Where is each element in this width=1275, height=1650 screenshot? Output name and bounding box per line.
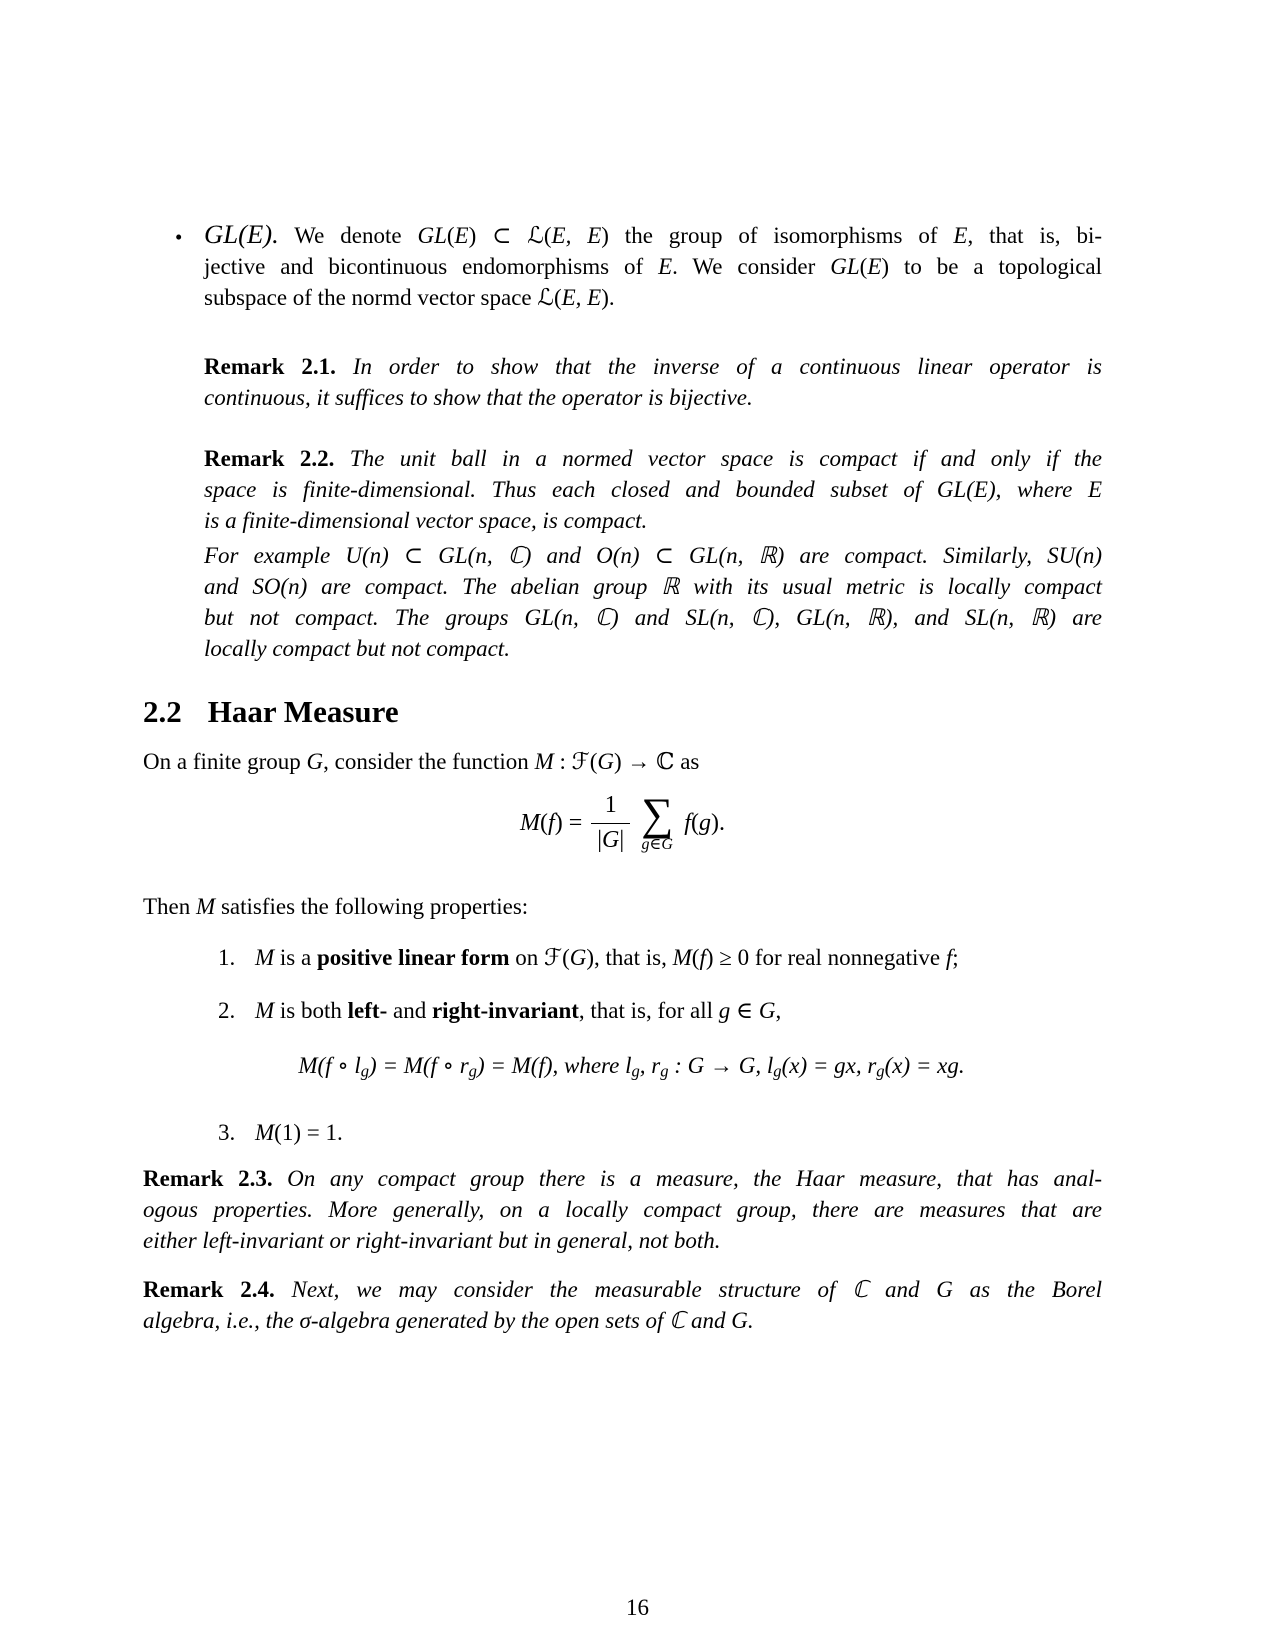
properties-intro: Then M satisfies the following properties: — [143, 894, 529, 919]
item-number: 1. — [218, 945, 236, 970]
item-text: M is a positive linear form on ℱ(G), that is, M(f) ≥ 0 for real nonnegative f; — [255, 945, 959, 970]
page-content — [143, 220, 1102, 1336]
example-paragraph: For example U(n) ⊂ GL(n, ℂ) and O(n) ⊂ GL(n, ℝ) are compact. Similarly, SU(n) and SO(n) are compact. The abelian group ℝ with its usual metric is locally compact but not compact. The groups GL(n, ℂ) and SL(n, ℂ), GL(n, ℝ), and SL(n, ℝ) are locally compact but not compact. — [204, 543, 1102, 661]
item-number: 3. — [218, 1120, 236, 1145]
bullet-item-gle — [175, 219, 1103, 313]
page-number: 16 — [626, 1595, 649, 1620]
summation-subscript: g∈G — [641, 835, 673, 853]
section-number: 2.2 — [143, 694, 182, 729]
item-text: M is both left- and right-invariant, that is, for all g ∈ G, — [255, 998, 782, 1023]
equation-lhs: M(f) = — [520, 809, 583, 836]
fraction-denominator: |G| — [591, 823, 630, 855]
bullet-item-text: GL(E). We denote GL(E) ⊂ ℒ(E, E) the group of isomorphisms of E, that is, bi- jective and bicontinuous endomorphisms of E. We consider GL(E) to be a topological subspace of the normd vector space ℒ(E, E). — [204, 219, 1103, 310]
section-title: Haar Measure — [207, 694, 399, 729]
remark-2-1: Remark 2.1. In order to show that the inverse of a continuous linear operator is continuous, it suffices to show that the operator is bijective. — [204, 354, 1102, 410]
remark-2-3: Remark 2.3. On any compact group there is a measure, the Haar measure, that has anal- ogous properties. More generally, on a locally compact group, there are measures that are either left-invariant or right-invariant but in general, not both. — [143, 1166, 1102, 1253]
property-item-2 — [218, 995, 1102, 1026]
remark-2-4: Remark 2.4. Next, we may consider the measurable structure of ℂ and G as the Borel algebra, i.e., the σ-algebra generated by the open sets of ℂ and G. — [143, 1277, 1102, 1333]
remark-2-2: Remark 2.2. The unit ball in a normed vector space is compact if and only if the space is finite-dimensional. Thus each closed and bounded subset of GL(E), where E is a finite-dimensional vector space, is compact. — [204, 446, 1102, 533]
property-item-3 — [218, 1117, 1102, 1148]
fraction — [591, 792, 630, 854]
item-number: 2. — [218, 998, 236, 1023]
item-text: M(1) = 1. — [255, 1120, 343, 1145]
haar-average-equation — [143, 788, 1102, 855]
equation-rhs: f(g). — [684, 809, 725, 836]
property-item-1 — [218, 942, 1102, 973]
summation-icon: ∑ — [641, 788, 674, 839]
summation — [641, 788, 674, 853]
invariance-equation: M(f ∘ lg) = M(f ∘ rg) = M(f), where lg, rg : G → G, lg(x) = gx, rg(x) = xg. — [298, 1053, 965, 1081]
fraction-numerator: 1 — [604, 791, 617, 818]
intro-paragraph: On a finite group G, consider the function M : ℱ(G) → ℂ as — [143, 749, 700, 774]
bullet-icon: • — [175, 225, 183, 249]
section-heading — [143, 694, 1102, 730]
